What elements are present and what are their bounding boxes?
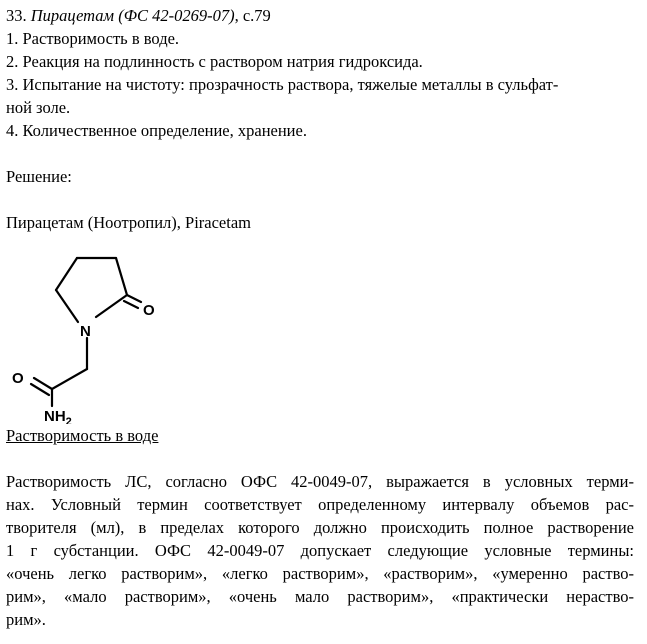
bond (116, 258, 127, 295)
atom-nh-text: NH (44, 408, 66, 424)
list-item: 4. Количественное определение, хранение. (6, 121, 307, 140)
paragraph-line: творителя (мл), в пределах которого должно происходить полное растворение (6, 518, 634, 537)
task-number: 33. (6, 6, 27, 25)
list-item: 1. Растворимость в воде. (6, 29, 180, 48)
paragraph-line: нах. Условный термин соответствует определенному интервалу объемов рас- (6, 495, 634, 514)
paragraph-line: рим». (6, 610, 46, 629)
task-page-ref: , с.79 (234, 6, 271, 25)
list-item: 3. Испытание на чистоту: прозрачность раствора, тяжелые металлы в сульфат- (6, 75, 559, 94)
paragraph-line: Растворимость ЛС, согласно ОФС 42-0049-07, выражается в условных терми- (6, 472, 634, 491)
task-heading (6, 4, 634, 27)
task-title: Пирацетам (ФС 42-0269-07) (30, 6, 235, 25)
section-heading: Растворимость в воде (6, 426, 159, 445)
atom-nh-subscript: 2 (65, 416, 72, 424)
ring-bonds (56, 258, 141, 322)
bond (56, 290, 78, 322)
paragraph-line: «очень легко растворим», «легко растворим», «растворим», «умеренно раство- (6, 564, 634, 583)
solubility-paragraph (6, 470, 634, 631)
paragraph-line: рим», «мало растворим», «очень мало растворим», «практически нераство- (6, 587, 634, 606)
solution-label: Решение: (6, 167, 72, 186)
chain-bonds (31, 338, 87, 406)
structure-diagram (6, 238, 206, 424)
bond (56, 258, 77, 290)
bond (52, 369, 87, 389)
piracetam-structure (6, 238, 634, 424)
paragraph-line: 1 г субстанции. ОФС 42-0049-07 допускает следующие условные термины: (6, 541, 634, 560)
bond (124, 301, 138, 308)
drug-name: Пирацетам (Ноотропил), Piracetam (6, 213, 251, 232)
list-item: ной золе. (6, 98, 71, 117)
atom-o-amide-label: O (12, 370, 24, 387)
atom-n-label: N (80, 323, 91, 340)
list-item: 2. Реакция на подлинность с раствором натрия гидроксида. (6, 52, 423, 71)
bond (96, 295, 127, 317)
bond (127, 295, 141, 302)
atom-nh-label (44, 408, 72, 424)
atom-o-ring-label: O (143, 302, 155, 319)
document-page (6, 4, 634, 631)
